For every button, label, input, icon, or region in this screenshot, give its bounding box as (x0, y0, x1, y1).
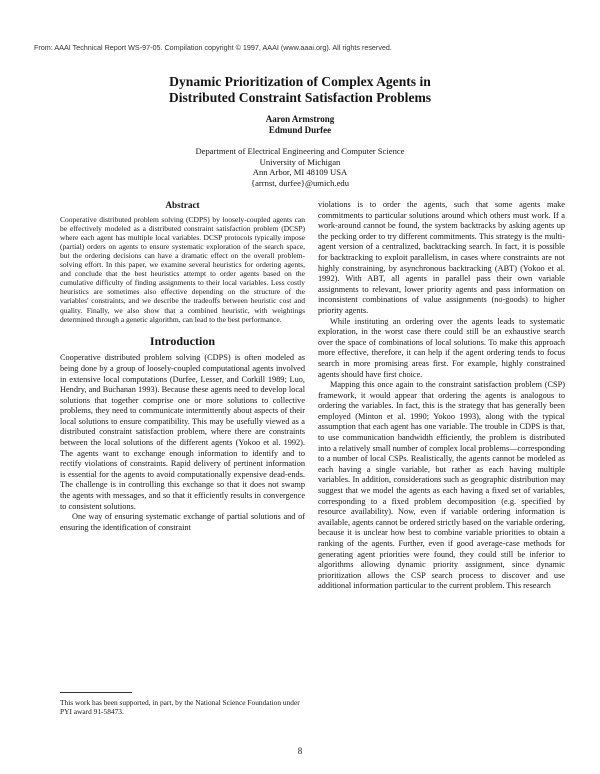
university: University of Michigan (259, 156, 341, 167)
page-number: 8 (297, 746, 303, 756)
left-column (60, 200, 305, 533)
introduction-heading: Introduction (149, 333, 216, 348)
affiliation-block (130, 146, 470, 188)
author-name: Edmund Durfee (268, 125, 332, 135)
intro-paragraph-3: violations is to order the agents, such that some agents make commitments to particular solutions around which others must work. If a work-around cannot be found, the system backtracks by asking agents up the pecking order to try different commitments. This strategy is the multi-agent version of a centralized, backtracking search. In fact, it is possible for backtracking to exploit parallelism, in cases where constraints are not highly constraining, by asynchronous backtracking (ABT) (Yokoo et al. 1992). With ABT, all agents in parallel pass their own variable assignments to relevant, lower priority agents and pass information on inconsistent combinations of value assignments (no-goods) to higher priority agents. (318, 200, 565, 315)
footnote (60, 692, 305, 716)
footnote-text: This work has been supported, in part, by the National Science Foundation under PYI award 91-58473. (60, 698, 300, 717)
abstract-text: Cooperative distributed problem solving (CDPS) by loosely-coupled agents can be effectively modeled as a distributed constraint satisfaction problem (DCSP) where each agent has multiple local variables. DCSP protocols typically impose (partial) orders on agents to ensure systematic exploration of the search space, but the ordering decisions can have a dramatic effect on the overall problem-solving effort. In this paper, we examine several heuristics for ordering agents, and conclude that the best heuristics attempt to order agents based on the cumulative difficulty of finding assignments to their local variables. Less costly heuristics are sometimes also effective depending on the structure of the variables' constraints, and we describe the tradeoffs between heuristic cost and quality. Finally, we also show that a combined heuristic, with weightings determined through a genetic algorithm, can lead to the best performance. (60, 214, 305, 324)
department: Department of Electrical Engineering and Computer Science (195, 146, 405, 156)
author-name: Aaron Armstrong (265, 114, 335, 124)
title-line-1: Dynamic Prioritization of Complex Agents in (169, 74, 431, 89)
abstract-heading: Abstract (165, 200, 200, 210)
address: Ann Arbor, MI 48109 USA (252, 167, 348, 178)
title-line-2: Distributed Constraint Satisfaction Problems (168, 90, 432, 105)
paper-title (90, 74, 510, 106)
intro-paragraph-2: One way of ensuring systematic exchange of partial solutions and of ensuring the identification of constraint (60, 512, 305, 532)
email: {arrnst, durfee}@umich.edu (250, 177, 349, 188)
intro-paragraph-4: While instituting an ordering over the agents leads to systematic exploration, in the worst case there could still be an exhaustive search over the space of combinations of local solutions. To make this approach more effective, therefore, it can help if the agent ordering tends to focus search in more promising areas first. For example, highly constrained agents should have first choice. (318, 316, 565, 379)
intro-paragraph-5: Mapping this once again to the constraint satisfaction problem (CSP) framework, it would appear that ordering the agents is analogous to ordering the variables. In fact, this is the strategy that has generally been employed (Minton et al. 1990; Yokoo 1993), along with the typical assumption that each agent has one variable. The trouble in CDPS is that, to use communication bandwidth efficiently, the problem is distributed into a relatively small number of complex local problems—corresponding to a number of local CSPs. Realistically, the agents cannot be modeled as each having a single variable, but rather as each having multiple variables. In addition, considerations such as geographic distribution may suggest that we model the agents as each having a fixed set of variables, corresponding to a fixed problem decomposition (e.g. specified by resource availability). Now, even if variable ordering information is available, agents cannot be ordered strictly based on the variable ordering, because it is unclear how best to combine variable priorities to obtain a ranking of the agents. Further, even if good average-case methods for generating agent priorities were found, they could still be inferior to algorithms allowing dynamic priority assignment, since dynamic prioritization allows the CSP search process to discover and use additional information particular to the current problem. This research (318, 380, 565, 591)
copyright-header: From: AAAI Technical Report WS-97-05. Compilation copyright © 1997, AAAI (www.aaai.org). All rights reserved. (34, 43, 392, 52)
author-block (150, 114, 450, 136)
right-column (318, 200, 565, 592)
intro-paragraph-1: Cooperative distributed problem solving (CDPS) is often modeled as being done by a group of loosely-coupled computational agents involved in extensive local computations (Durfee, Lesser, and Corkill 1989; Luo, Hendry, and Buchanan 1993). Because these agents need to develop local solutions that together comprise one or more solutions to collective problems, they need to communicate intermittently about aspects of their local solutions to ensure compatibility. This may be usefully viewed as a distributed constraint satisfaction problem, where there are constraints between the local solutions of the different agents (Yokoo et al. 1992). The agents want to exchange enough information to identify and to rectify violations of constraints. Rapid delivery of pertinent information is essential for the agents to avoid computationally expensive dead-ends. The challenge is in controlling this exchange so that it does not swamp the agents with messages, and so that it efficiently results in convergence to consistent solutions. (60, 353, 305, 511)
footnote-rule (60, 692, 132, 693)
